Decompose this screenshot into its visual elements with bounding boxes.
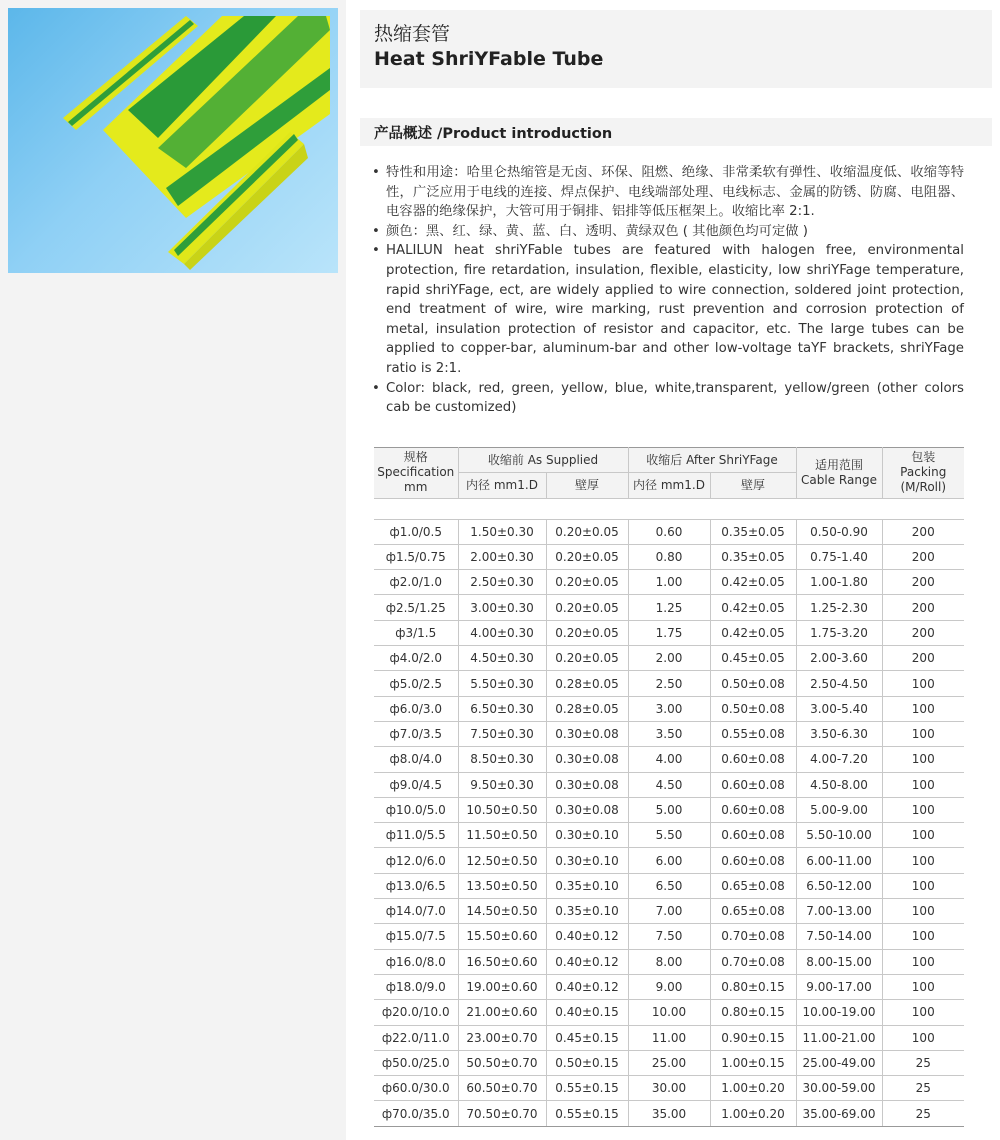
table-cell: ф12.0/6.0 (374, 848, 458, 873)
table-row (374, 1101, 964, 1126)
table-cell: 2.50-4.50 (796, 671, 882, 696)
table-cell: 0.30±0.08 (546, 772, 628, 797)
table-cell: 6.50 (628, 873, 710, 898)
table-row (374, 570, 964, 595)
table-cell: 1.25-2.30 (796, 595, 882, 620)
table-cell: 1.75 (628, 620, 710, 645)
table-cell: ф14.0/7.0 (374, 899, 458, 924)
table-cell: 0.60±0.08 (710, 823, 796, 848)
table-cell: 5.00 (628, 797, 710, 822)
table-cell: 100 (882, 848, 964, 873)
table-cell: 100 (882, 772, 964, 797)
table-cell: ф70.0/35.0 (374, 1101, 458, 1126)
table-cell: 4.50 (628, 772, 710, 797)
table-cell: ф7.0/3.5 (374, 721, 458, 746)
table-cell: 13.50±0.50 (458, 873, 546, 898)
table-cell: 100 (882, 924, 964, 949)
table-cell: 0.50±0.08 (710, 671, 796, 696)
table-cell: 0.20±0.05 (546, 570, 628, 595)
table-cell: 2.00±0.30 (458, 544, 546, 569)
table-cell: 1.00±0.20 (710, 1076, 796, 1101)
table-cell: 0.42±0.05 (710, 570, 796, 595)
header-after-shrink: 收缩后 After ShriYFage (628, 448, 796, 473)
header-inner-diameter: 内径 mm1.D (628, 473, 710, 498)
table-cell: 0.30±0.10 (546, 823, 628, 848)
table-cell: 0.45±0.05 (710, 646, 796, 671)
table-cell: 0.70±0.08 (710, 949, 796, 974)
table-cell: 100 (882, 823, 964, 848)
table-cell: 11.50±0.50 (458, 823, 546, 848)
table-row (374, 747, 964, 772)
table-cell: ф18.0/9.0 (374, 974, 458, 999)
table-cell: 100 (882, 671, 964, 696)
table-cell: 9.50±0.30 (458, 772, 546, 797)
table-cell: 50.50±0.70 (458, 1050, 546, 1075)
table-row (374, 949, 964, 974)
table-cell: 7.00 (628, 899, 710, 924)
right-panel (360, 0, 992, 1140)
table-cell: 1.00-1.80 (796, 570, 882, 595)
table-cell: 5.50±0.30 (458, 671, 546, 696)
table-row (374, 595, 964, 620)
table-row (374, 544, 964, 569)
intro-bullet: • HALILUN heat shriYFable tubes are featured with halogen free, environmental protection, fire retardation, insulation, flexible, elasticity, low shriYFage temperature, rapid shriYFage, ect, are widely applied to wire connection, soldered joint protection, end treatment of wire, wire marking, rust prevention and corrosion protection of metal, insulation protection of resistor and capacitor, etc. The large tubes can be applied to copper-bar, aluminum-bar and other low-voltage taYF brackets, shriYFage ratio is 2:1. (370, 241, 964, 378)
table-row (374, 696, 964, 721)
table-cell: 0.40±0.15 (546, 1000, 628, 1025)
table-cell: 0.20±0.05 (546, 544, 628, 569)
table-cell: 30.00 (628, 1076, 710, 1101)
table-cell: 0.60±0.08 (710, 772, 796, 797)
table-cell: 8.00-15.00 (796, 949, 882, 974)
table-cell: 0.40±0.12 (546, 924, 628, 949)
table-cell: 1.00 (628, 570, 710, 595)
page-title-en: Heat ShriYFable Tube (374, 48, 604, 70)
table-cell: 200 (882, 570, 964, 595)
table-row (374, 772, 964, 797)
table-cell: 7.00-13.00 (796, 899, 882, 924)
table-row (374, 1076, 964, 1101)
table-cell: 100 (882, 974, 964, 999)
table-cell: 23.00±0.70 (458, 1025, 546, 1050)
table-cell: 0.90±0.15 (710, 1025, 796, 1050)
table-cell: 11.00 (628, 1025, 710, 1050)
table-cell: 2.00-3.60 (796, 646, 882, 671)
header-inner-diameter: 内径 mm1.D (458, 473, 546, 498)
table-cell: 100 (882, 873, 964, 898)
table-cell: 0.50±0.08 (710, 696, 796, 721)
table-cell: 25 (882, 1101, 964, 1126)
table-cell: 10.50±0.50 (458, 797, 546, 822)
heat-shrink-tube-icon (8, 8, 338, 273)
table-cell: 0.40±0.12 (546, 949, 628, 974)
table-cell: 0.50-0.90 (796, 519, 882, 544)
table-cell: 0.20±0.05 (546, 620, 628, 645)
table-cell: 70.50±0.70 (458, 1101, 546, 1126)
table-cell: 0.50±0.15 (546, 1050, 628, 1075)
table-cell: 2.00 (628, 646, 710, 671)
table-cell: 0.55±0.15 (546, 1076, 628, 1101)
table-cell: 0.28±0.05 (546, 696, 628, 721)
table-cell: 4.50±0.30 (458, 646, 546, 671)
table-cell: ф6.0/3.0 (374, 696, 458, 721)
table-cell: 7.50±0.30 (458, 721, 546, 746)
table-row (374, 1050, 964, 1075)
page-title-cn: 热缩套管 (374, 23, 451, 45)
table-cell: 0.30±0.08 (546, 721, 628, 746)
table-cell: 12.50±0.50 (458, 848, 546, 873)
table-cell: 60.50±0.70 (458, 1076, 546, 1101)
left-panel (0, 0, 346, 1140)
table-cell: 100 (882, 747, 964, 772)
table-cell: ф2.0/1.0 (374, 570, 458, 595)
table-cell: 200 (882, 646, 964, 671)
table-cell: 200 (882, 620, 964, 645)
header-spec: 规格 Specification mm (374, 448, 458, 499)
table-cell: 3.00 (628, 696, 710, 721)
table-row (374, 899, 964, 924)
table-cell: ф20.0/10.0 (374, 1000, 458, 1025)
table-cell: 0.45±0.15 (546, 1025, 628, 1050)
table-cell: 0.30±0.08 (546, 797, 628, 822)
table-cell: 25.00 (628, 1050, 710, 1075)
table-cell: 200 (882, 519, 964, 544)
table-cell: 100 (882, 696, 964, 721)
table-cell: 30.00-59.00 (796, 1076, 882, 1101)
table-cell: 0.55±0.08 (710, 721, 796, 746)
table-cell: ф13.0/6.5 (374, 873, 458, 898)
table-cell: 100 (882, 899, 964, 924)
table-cell: 0.60±0.08 (710, 797, 796, 822)
table-cell: 0.35±0.10 (546, 873, 628, 898)
table-cell: 1.50±0.30 (458, 519, 546, 544)
table-cell: 35.00 (628, 1101, 710, 1126)
table-row (374, 721, 964, 746)
table-cell: 6.00 (628, 848, 710, 873)
table-cell: 0.35±0.05 (710, 519, 796, 544)
table-cell: 9.00-17.00 (796, 974, 882, 999)
table-cell: 1.00±0.20 (710, 1101, 796, 1126)
table-cell: 10.00-19.00 (796, 1000, 882, 1025)
table-cell: ф1.0/0.5 (374, 519, 458, 544)
table-cell: ф16.0/8.0 (374, 949, 458, 974)
header-wall: 壁厚 (710, 473, 796, 498)
table-cell: 1.75-3.20 (796, 620, 882, 645)
table-cell: ф15.0/7.5 (374, 924, 458, 949)
table-row (374, 1000, 964, 1025)
header-packing: 包装 Packing (M/Roll) (882, 448, 964, 499)
table-cell: 0.40±0.12 (546, 974, 628, 999)
table-cell: 0.80 (628, 544, 710, 569)
table-cell: 5.50-10.00 (796, 823, 882, 848)
table-cell: ф9.0/4.5 (374, 772, 458, 797)
table-cell: 0.42±0.05 (710, 595, 796, 620)
table-cell: 3.00-5.40 (796, 696, 882, 721)
table-cell: 0.65±0.08 (710, 899, 796, 924)
table-spacer (374, 498, 964, 519)
table-cell: 0.20±0.05 (546, 519, 628, 544)
table-cell: 0.30±0.10 (546, 848, 628, 873)
table-cell: 2.50±0.30 (458, 570, 546, 595)
table-cell: ф60.0/30.0 (374, 1076, 458, 1101)
table-cell: 9.00 (628, 974, 710, 999)
table-cell: 100 (882, 1000, 964, 1025)
table-cell: ф50.0/25.0 (374, 1050, 458, 1075)
table-cell: 5.00-9.00 (796, 797, 882, 822)
table-cell: 19.00±0.60 (458, 974, 546, 999)
table-row (374, 519, 964, 544)
table-cell: 0.35±0.10 (546, 899, 628, 924)
section-title: 产品概述 /Product introduction (374, 126, 613, 142)
table-cell: 6.50-12.00 (796, 873, 882, 898)
table-cell: ф5.0/2.5 (374, 671, 458, 696)
table-cell: 4.00 (628, 747, 710, 772)
table-cell: 25.00-49.00 (796, 1050, 882, 1075)
section-header (360, 118, 992, 146)
table-cell: 0.80±0.15 (710, 1000, 796, 1025)
intro-bullet: • 颜色：黑、红、绿、黄、蓝、白、透明、黄绿双色 ( 其他颜色均可定做 ) (370, 222, 964, 242)
table-cell: ф3/1.5 (374, 620, 458, 645)
table-row (374, 873, 964, 898)
table-row (374, 646, 964, 671)
specification-table (374, 447, 964, 1127)
table-cell: 25 (882, 1076, 964, 1101)
product-photo (8, 8, 338, 273)
table-cell: 0.60 (628, 519, 710, 544)
table-body (374, 498, 964, 1126)
table-cell: 11.00-21.00 (796, 1025, 882, 1050)
table-cell: 0.60±0.08 (710, 747, 796, 772)
table-cell: 14.50±0.50 (458, 899, 546, 924)
table-cell: 0.42±0.05 (710, 620, 796, 645)
table-cell: 25 (882, 1050, 964, 1075)
table-cell: 0.70±0.08 (710, 924, 796, 949)
table-row (374, 671, 964, 696)
table-cell: ф1.5/0.75 (374, 544, 458, 569)
table-cell: 0.28±0.05 (546, 671, 628, 696)
table-cell: 8.00 (628, 949, 710, 974)
table-cell: 6.50±0.30 (458, 696, 546, 721)
table-cell: 100 (882, 949, 964, 974)
table-cell: 0.60±0.08 (710, 848, 796, 873)
table-cell: 2.50 (628, 671, 710, 696)
table-cell: 35.00-69.00 (796, 1101, 882, 1126)
table-row (374, 848, 964, 873)
table-cell: 4.50-8.00 (796, 772, 882, 797)
title-box (360, 10, 992, 88)
table-cell: 0.80±0.15 (710, 974, 796, 999)
table-cell: 100 (882, 797, 964, 822)
intro-bullet: • Color: black, red, green, yellow, blue, white,transparent, yellow/green (other colors cab be customized) (370, 379, 964, 418)
table-cell: 3.00±0.30 (458, 595, 546, 620)
header-as-supplied: 收缩前 As Supplied (458, 448, 628, 473)
table-cell: 8.50±0.30 (458, 747, 546, 772)
table-cell: 200 (882, 595, 964, 620)
table-cell: 4.00±0.30 (458, 620, 546, 645)
table-row (374, 620, 964, 645)
table-cell: 0.75-1.40 (796, 544, 882, 569)
table-row (374, 797, 964, 822)
table-cell: 16.50±0.60 (458, 949, 546, 974)
table-cell: 4.00-7.20 (796, 747, 882, 772)
table-row (374, 974, 964, 999)
table-cell: 0.55±0.15 (546, 1101, 628, 1126)
table-cell: 0.20±0.05 (546, 646, 628, 671)
table-cell: 3.50 (628, 721, 710, 746)
table-cell: ф4.0/2.0 (374, 646, 458, 671)
table-cell: ф10.0/5.0 (374, 797, 458, 822)
table-cell: 1.00±0.15 (710, 1050, 796, 1075)
table-cell: 5.50 (628, 823, 710, 848)
table-cell: 100 (882, 1025, 964, 1050)
table-cell: ф2.5/1.25 (374, 595, 458, 620)
table-cell: 200 (882, 544, 964, 569)
table-cell: ф22.0/11.0 (374, 1025, 458, 1050)
table-cell: 7.50-14.00 (796, 924, 882, 949)
table-row (374, 823, 964, 848)
table-cell: 6.00-11.00 (796, 848, 882, 873)
table-cell: 3.50-6.30 (796, 721, 882, 746)
table-cell: 1.25 (628, 595, 710, 620)
header-wall: 壁厚 (546, 473, 628, 498)
table-row (374, 1025, 964, 1050)
table-cell: 7.50 (628, 924, 710, 949)
intro-bullet: • 特性和用途：哈里仑热缩管是无卤、环保、阻燃、绝缘、非常柔软有弹性、收缩温度低、收缩等特性，广泛应用于电线的连接、焊点保护、电线端部处理、电线标志、金属的防锈、防腐、电阻器、电容器的绝缘保护，大管可用于铜排、铝排等低压框架上。收缩比率 2:1. (370, 163, 964, 222)
table-cell: 0.35±0.05 (710, 544, 796, 569)
table-cell: 0.20±0.05 (546, 595, 628, 620)
table-row (374, 924, 964, 949)
table-cell: 0.65±0.08 (710, 873, 796, 898)
table-cell: 10.00 (628, 1000, 710, 1025)
table-cell: ф8.0/4.0 (374, 747, 458, 772)
table-cell: 100 (882, 721, 964, 746)
header-cable-range: 适用范围 Cable Range (796, 448, 882, 499)
product-introduction (370, 163, 964, 418)
table-cell: 0.30±0.08 (546, 747, 628, 772)
table-cell: 15.50±0.60 (458, 924, 546, 949)
table-cell: ф11.0/5.5 (374, 823, 458, 848)
table-cell: 21.00±0.60 (458, 1000, 546, 1025)
